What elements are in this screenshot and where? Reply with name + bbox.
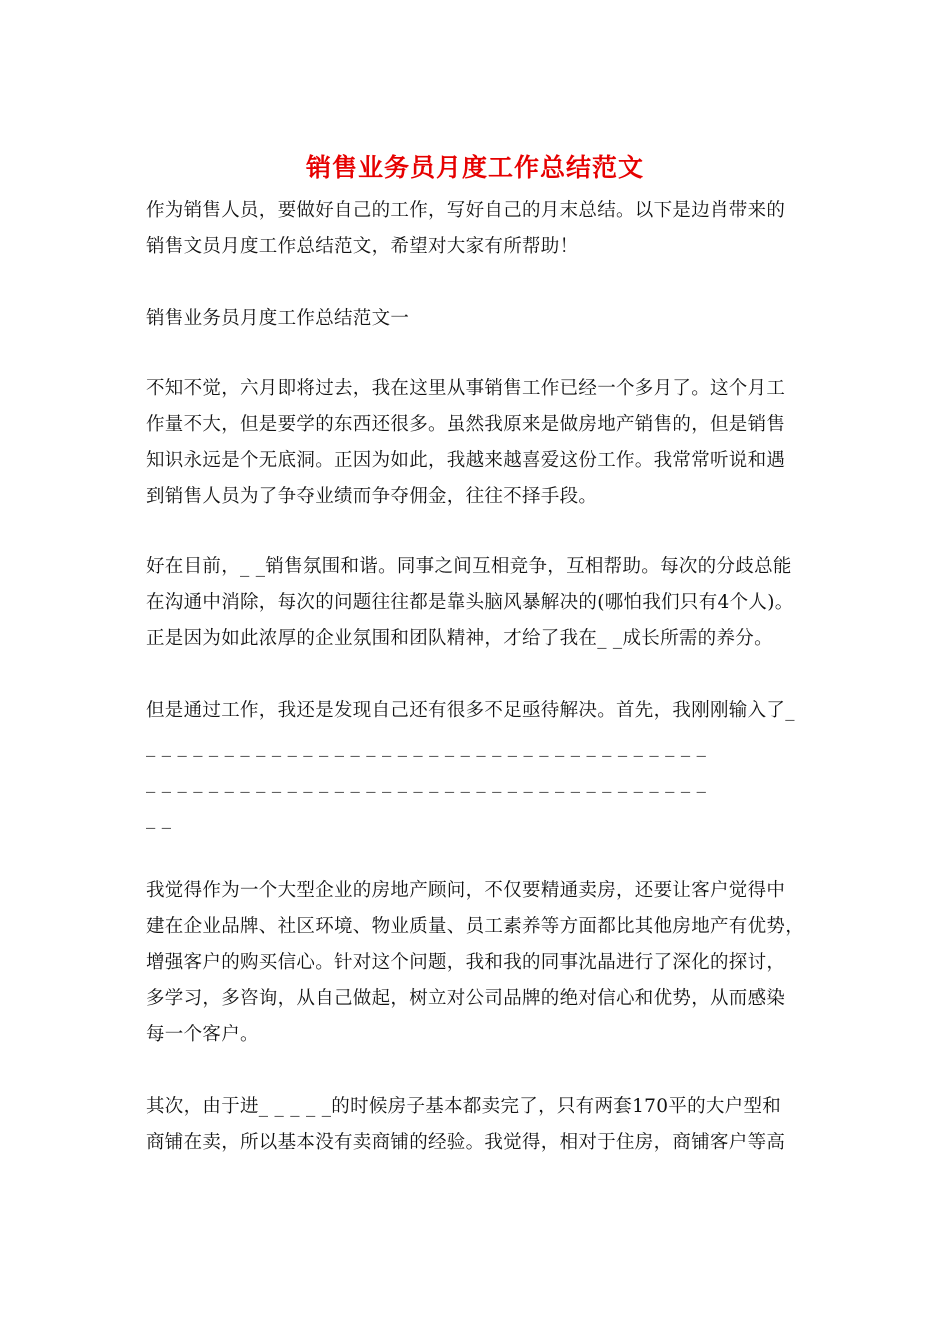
text-line: _ _ _ _ _ _ _ _ _ _ _ _ _ _ _ _ _ _ _ _ _ _ _ _ _ _ _ _ _ _ _ _ _ _ _ _ <box>146 772 707 793</box>
text-line: 商铺在卖，所以基本没有卖商铺的经验。我觉得，相对于住房，商铺客户等高 <box>146 1132 786 1153</box>
text-line: 销售文员月度工作总结范文，希望对大家有所帮助！ <box>146 236 579 257</box>
text-line: 好在目前，_ _销售氛围和谐。同事之间互相竞争，互相帮助。每次的分歧总能 <box>146 556 792 577</box>
text-line: 其次，由于进_ _ _ _ _的时候房子基本都卖完了，只有两套170平的大户型和 <box>146 1096 782 1117</box>
text-line: _ _ <box>146 808 172 829</box>
text-line: 建在企业品牌、社区环境、物业质量、员工素养等方面都比其他房地产有优势， <box>146 916 805 937</box>
section-heading: 销售业务员月度工作总结范文一 <box>146 308 410 329</box>
text-line: 正是因为如此浓厚的企业氛围和团队精神，才给了我在_ _成长所需的养分。 <box>146 628 773 649</box>
text-line: 作为销售人员，要做好自己的工作，写好自己的月末总结。以下是边肖带来的 <box>146 200 786 221</box>
text-line: 多学习，多咨询，从自己做起，树立对公司品牌的绝对信心和优势，从而感染 <box>146 988 786 1009</box>
text-line: 在沟通中消除，每次的问题往往都是靠头脑风暴解决的(哪怕我们只有4个人)。 <box>146 592 794 613</box>
text-line: 但是通过工作，我还是发现自己还有很多不足亟待解决。首先，我刚刚输入了_ <box>146 700 795 721</box>
text-line: 增强客户的购买信心。针对这个问题，我和我的同事沈晶进行了深化的探讨， <box>146 952 786 973</box>
text-line: 知识永远是个无底洞。正因为如此，我越来越喜爱这份工作。我常常听说和遇 <box>146 450 786 471</box>
text-line: 到销售人员为了争夺业绩而争夺佣金，往往不择手段。 <box>146 486 598 507</box>
text-line: 作量不大，但是要学的东西还很多。虽然我原来是做房地产销售的，但是销售 <box>146 414 786 435</box>
document-title: 销售业务员月度工作总结范文 <box>305 153 644 182</box>
text-line: _ _ _ _ _ _ _ _ _ _ _ _ _ _ _ _ _ _ _ _ _ _ _ _ _ _ _ _ _ _ _ _ _ _ _ _ <box>146 736 707 757</box>
text-line: 不知不觉，六月即将过去，我在这里从事销售工作已经一个多月了。这个月工 <box>146 378 786 399</box>
text-line: 每一个客户。 <box>146 1024 259 1045</box>
text-line: 我觉得作为一个大型企业的房地产顾问，不仅要精通卖房，还要让客户觉得中 <box>146 880 786 901</box>
